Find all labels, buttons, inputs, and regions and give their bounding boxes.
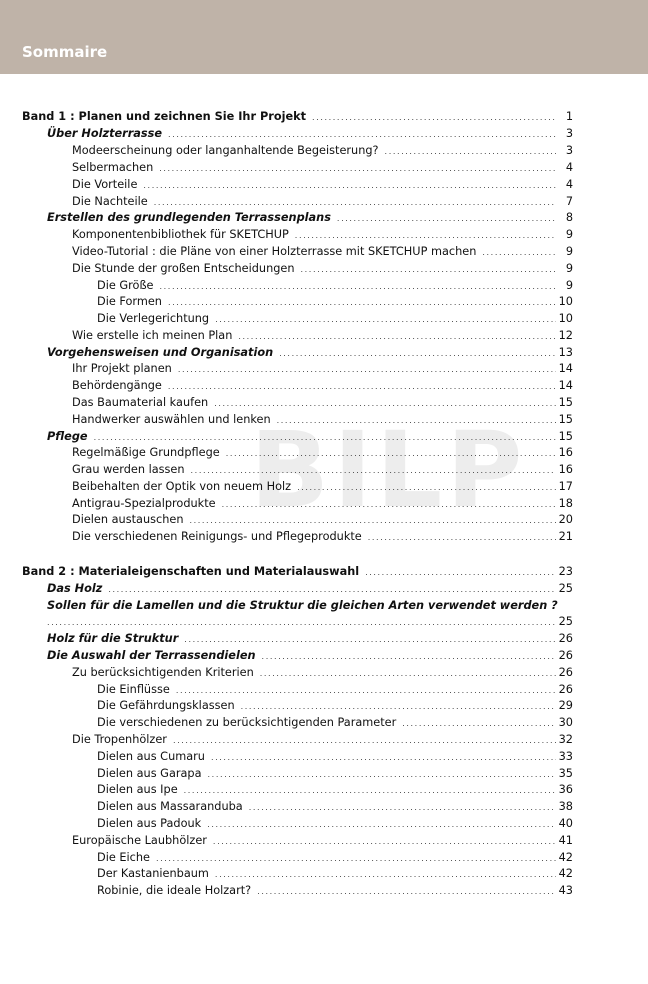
toc-entry[interactable] [72,228,573,242]
toc-entry[interactable] [47,649,573,663]
toc-entry[interactable] [97,800,573,814]
watermark: BILP [250,409,527,531]
toc-entry-page: 26 [558,666,573,679]
toc-entry-title: Regelmäßige Grundpflege [72,446,220,459]
toc-entry[interactable] [72,733,573,747]
toc-entry-page: 16 [558,463,573,476]
toc-entry-page: 16 [558,446,573,459]
toc-entry-title: Die Größe [97,279,154,292]
toc-entry[interactable] [72,530,573,544]
toc-entry[interactable] [72,329,573,343]
toc-entry-title: Die Tropenhölzer [72,733,167,746]
toc-entry-title: Holz für die Struktur [47,632,179,645]
toc-entry-page: 18 [558,497,573,510]
toc-entry-title: Ihr Projekt planen [72,362,172,375]
toc-entry-title: Die Verlegerichtung [97,312,210,325]
toc-entry-page: 10 [558,295,573,308]
toc-entry[interactable] [72,446,573,460]
toc-entry-page: 15 [558,396,573,409]
page-title: Sommaire [22,43,108,61]
toc-entry-page: 42 [558,851,573,864]
toc-entry-title: Die Nachteile [72,195,148,208]
toc-entry-page: 3 [565,144,573,157]
toc-entry-title: Die Vorteile [72,178,138,191]
toc-entry[interactable] [97,851,573,865]
toc-entry-title: Die verschiedenen zu berücksichtigenden Parameter [97,716,397,729]
toc-entry[interactable] [97,683,573,697]
toc-entry[interactable] [72,178,573,192]
toc-entry[interactable] [97,767,573,781]
toc-entry-page: 21 [558,530,573,543]
toc-entry-title: Behördengänge [72,379,162,392]
toc-entry[interactable] [72,480,573,494]
toc-entry-title: Zu berücksichtigenden Kriterien [72,666,254,679]
toc-entry-page: 9 [565,245,573,258]
toc-entry-page: 38 [558,800,573,813]
toc-entry-page: 32 [558,733,573,746]
toc-entry-title: Wie erstelle ich meinen Plan [72,329,233,342]
toc-entry-page: 15 [558,430,573,443]
toc-entry-title: Europäische Laubhölzer [72,834,207,847]
toc-entry-page: 14 [558,362,573,375]
toc-entry-title: Beibehalten der Optik von neuem Holz [72,480,292,493]
toc-entry-title: Robinie, die ideale Holzart? [97,884,252,897]
toc-entry-title: Dielen aus Cumaru [97,750,205,763]
toc-entry-page: 10 [558,312,573,325]
toc-entry-page: 13 [558,346,573,359]
toc-entry-title: Der Kastanienbaum [97,867,209,880]
toc-entry[interactable] [72,161,573,175]
toc-entry-title: Dielen austauschen [72,513,184,526]
toc-entry-page: 42 [558,867,573,880]
toc-entry-title: Dielen aus Ipe [97,783,178,796]
toc-entry-page: 26 [558,632,573,645]
toc-entry-title: Grau werden lassen [72,463,185,476]
toc-entry[interactable] [47,346,573,360]
toc-entry-title: Komponentenbibliothek für SKETCHUP [72,228,289,241]
toc-entry-title: Erstellen des grundlegenden Terrassenplans [47,211,331,224]
toc-entry[interactable] [72,396,573,410]
toc-entry[interactable] [72,262,573,276]
toc-entry[interactable] [97,279,573,293]
toc-entry-page: 25 [558,615,573,628]
toc-entry[interactable] [97,295,573,309]
toc-entry-page: 1 [565,110,573,123]
toc-entry-page: 30 [558,716,573,729]
toc-entry[interactable] [72,362,573,376]
toc-entry[interactable] [97,817,573,831]
toc-entry-page: 4 [565,161,573,174]
toc-entry-title: Dielen aus Massaranduba [97,800,243,813]
toc-entry-title: Antigrau-Spezialprodukte [72,497,216,510]
toc-entry-page: 25 [558,582,573,595]
toc-entry-page: 33 [558,750,573,763]
toc-entry[interactable] [72,834,573,848]
toc-entry-page: 12 [558,329,573,342]
toc-entry-title: Video-Tutorial : die Pläne von einer Holzterrasse mit SKETCHUP machen [72,245,477,258]
toc-entry[interactable] [97,884,573,898]
toc-entry-page: 8 [565,211,573,224]
toc-entry-title: Handwerker auswählen und lenken [72,413,271,426]
toc-entry-page: 36 [558,783,573,796]
toc-entry-title: Band 2 : Materialeigenschaften und Materialauswahl [22,565,360,578]
toc-entry-page: 3 [565,127,573,140]
toc-entry-page: 9 [565,279,573,292]
toc-entry-page: 41 [558,834,573,847]
toc-entry[interactable] [47,127,573,141]
toc-entry-page: 9 [565,262,573,275]
toc-entry-page: 29 [558,699,573,712]
toc-entry[interactable] [97,699,573,713]
toc-entry-page: 40 [558,817,573,830]
toc-entry-title: Band 1 : Planen und zeichnen Sie Ihr Projekt [22,110,307,123]
toc-entry-title: Die Formen [97,295,162,308]
toc-entry-title: Selbermachen [72,161,154,174]
toc-entry-title: Pflege [47,430,88,443]
toc-entry-page: 26 [558,649,573,662]
toc-entry-page: 20 [558,513,573,526]
toc-entry[interactable] [97,312,573,326]
toc-entry[interactable] [72,144,573,158]
toc-entry-page: 35 [558,767,573,780]
toc-entry-title: Das Baumaterial kaufen [72,396,209,409]
toc-entry-title: Vorgehensweisen und Organisation [47,346,274,359]
toc-entry-page: 43 [558,884,573,897]
toc-entry-title: Dielen aus Padouk [97,817,202,830]
toc-entry-page: 9 [565,228,573,241]
toc-entry[interactable] [47,211,573,225]
toc-entry-page: 14 [558,379,573,392]
toc-entry[interactable] [72,513,573,527]
toc-entry-title: Die Auswahl der Terrassendielen [47,649,256,662]
toc-entry-title[interactable]: Sollen für die Lamellen und die Struktur die gleichen Arten verwendet werden ? [47,599,558,612]
toc-entry[interactable] [72,463,573,477]
toc-entry-page: 17 [558,480,573,493]
toc-entry[interactable] [47,632,573,646]
toc-entry-page: 4 [565,178,573,191]
toc-entry-page: 23 [558,565,573,578]
toc-entry[interactable] [97,716,573,730]
toc-entry[interactable] [97,750,573,764]
toc-entry-page: 26 [558,683,573,696]
toc-entry-title: Die verschiedenen Reinigungs- und Pflegeprodukte [72,530,362,543]
toc-entry[interactable] [97,783,573,797]
toc-entry-title: Die Gefährdungsklassen [97,699,235,712]
toc-entry-page: 15 [558,413,573,426]
toc-entry[interactable] [97,867,573,881]
toc-entry-title: Modeerscheinung oder langanhaltende Begeisterung? [72,144,379,157]
toc-entry-page: 7 [565,195,573,208]
toc-entry[interactable] [72,245,573,259]
toc-entry-title: Dielen aus Garapa [97,767,202,780]
toc-entry[interactable] [22,565,573,579]
toc-entry[interactable] [72,413,573,427]
toc-entry[interactable] [47,430,573,444]
toc-entry-title: Die Stunde der großen Entscheidungen [72,262,295,275]
toc-entry[interactable] [22,110,573,124]
toc-entry[interactable] [72,666,573,680]
toc-entry[interactable] [72,379,573,393]
toc-entry-title: Die Eiche [97,851,150,864]
toc-entry-title: Das Holz [47,582,103,595]
toc-entry[interactable] [72,195,573,209]
toc-entry-title: Die Einflüsse [97,683,170,696]
toc-entry[interactable] [47,582,573,596]
toc-entry-title: Über Holzterrasse [47,127,163,140]
toc-entry[interactable] [47,615,573,629]
toc-entry[interactable] [72,497,573,511]
